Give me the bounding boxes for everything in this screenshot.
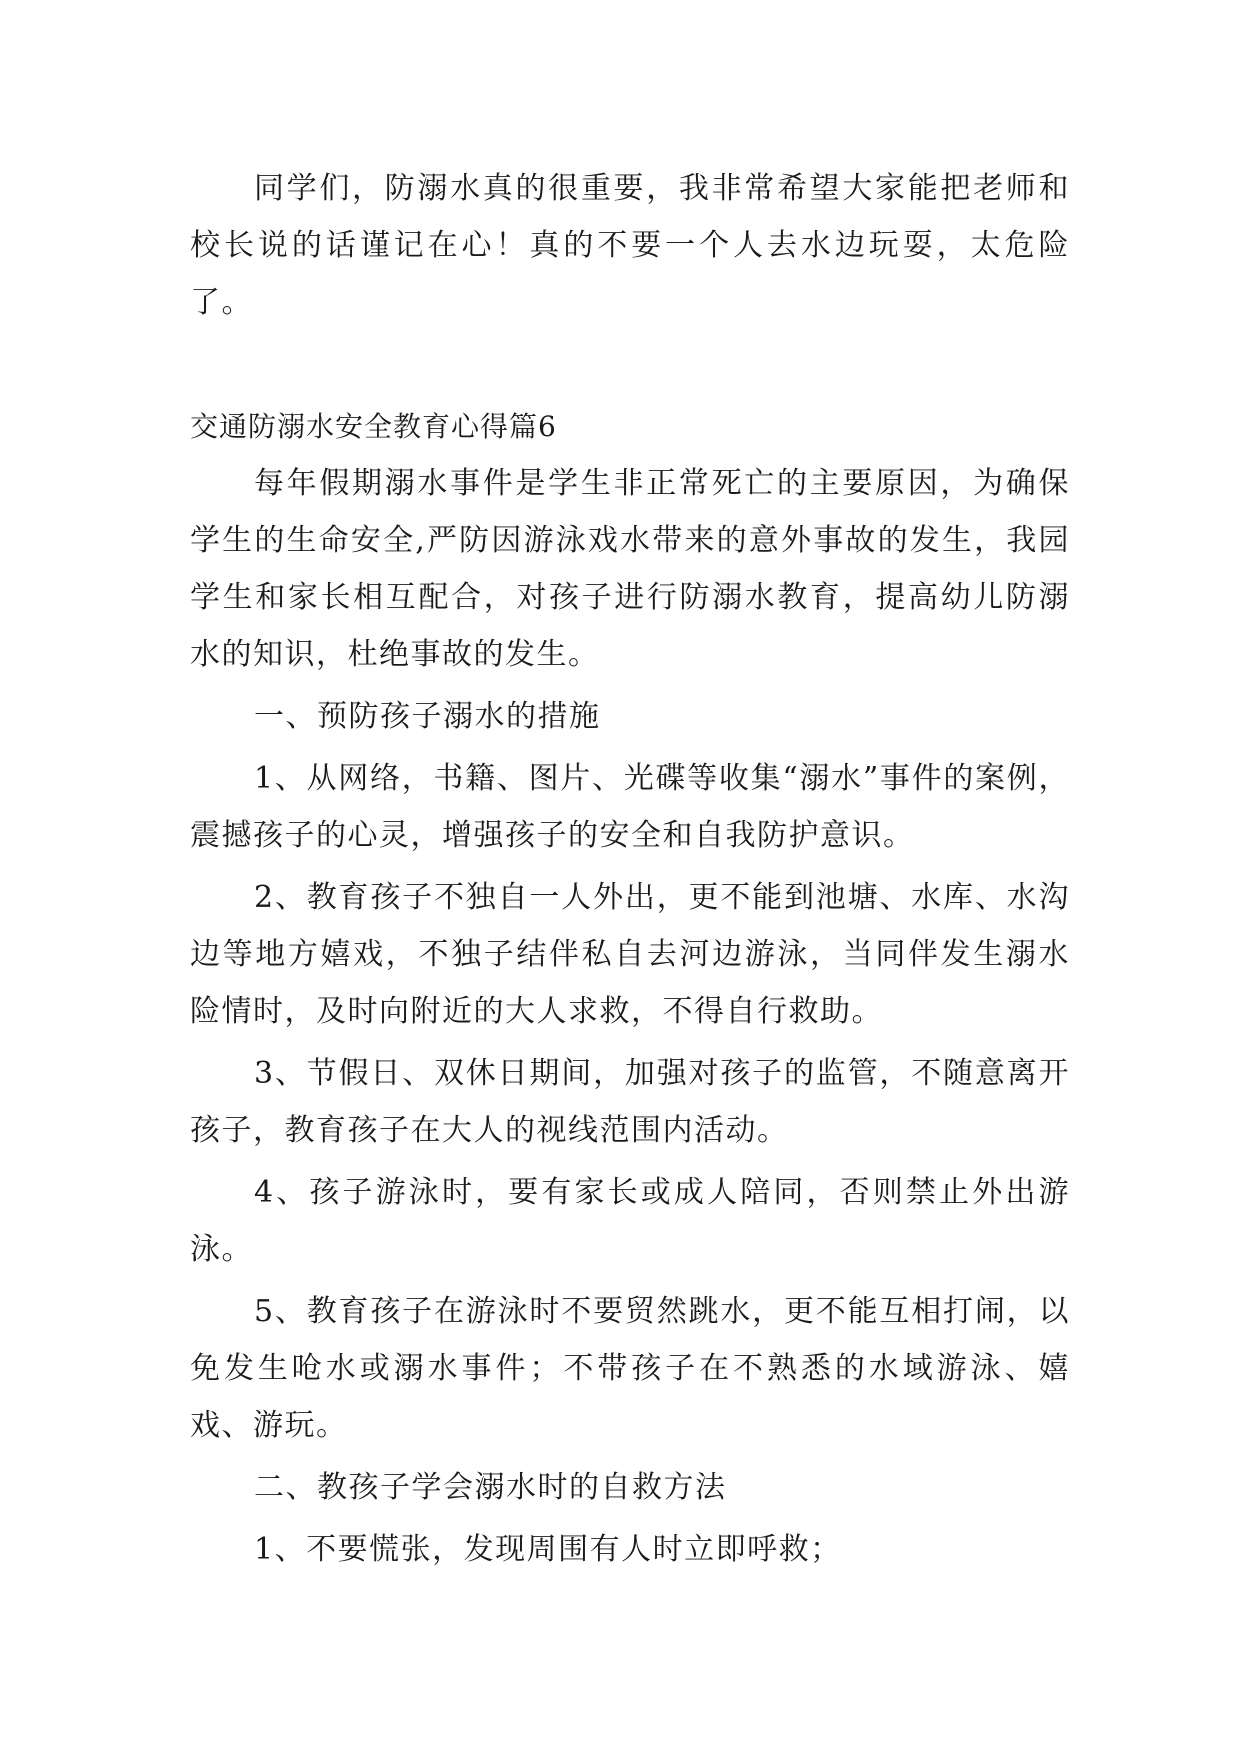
section-title: 交通防溺水安全教育心得篇6 xyxy=(190,410,557,443)
subheading-prevention: 一、预防孩子溺水的措施 xyxy=(254,699,601,734)
paragraph-rescue-1: 1、不要慌张，发现周围有人时立即呼救； xyxy=(254,1532,842,1567)
intro-paragraph: 同学们，防溺水真的很重要，我非常希望大家能把老师和校长说的话谨记在心！真的不要一个人去水边玩耍，太危险了。 xyxy=(190,171,1070,320)
document-body xyxy=(190,160,1070,1578)
paragraph-1: 每年假期溺水事件是学生非正常死亡的主要原因，为确保学生的生命安全,严防因游泳戏水带来的意外事故的发生，我园学生和家长相互配合，对孩子进行防溺水教育，提高幼儿防溺水的知识，杜绝事故的发生。 xyxy=(190,466,1070,672)
subheading-self-rescue: 二、教孩子学会溺水时的自救方法 xyxy=(254,1470,727,1505)
paragraph-item-5: 5、教育孩子在游泳时不要贸然跳水，更不能互相打闹，以免发生呛水或溺水事件；不带孩子在不熟悉的水域游泳、嬉戏、游玩。 xyxy=(190,1294,1070,1443)
paragraph-item-2: 2、教育孩子不独自一人外出，更不能到池塘、水库、水沟边等地方嬉戏，不独子结伴私自去河边游泳，当同伴发生溺水险情时，及时向附近的大人求救，不得自行救助。 xyxy=(190,880,1070,1029)
paragraph-item-3: 3、节假日、双休日期间，加强对孩子的监管，不随意离开孩子，教育孩子在大人的视线范围内活动。 xyxy=(190,1056,1070,1148)
paragraph-item-4: 4、孩子游泳时，要有家长或成人陪同，否则禁止外出游泳。 xyxy=(190,1175,1070,1267)
paragraph-item-1: 1、从网络，书籍、图片、光碟等收集“溺水”事件的案例，震撼孩子的心灵，增强孩子的安全和自我防护意识。 xyxy=(190,761,1070,853)
